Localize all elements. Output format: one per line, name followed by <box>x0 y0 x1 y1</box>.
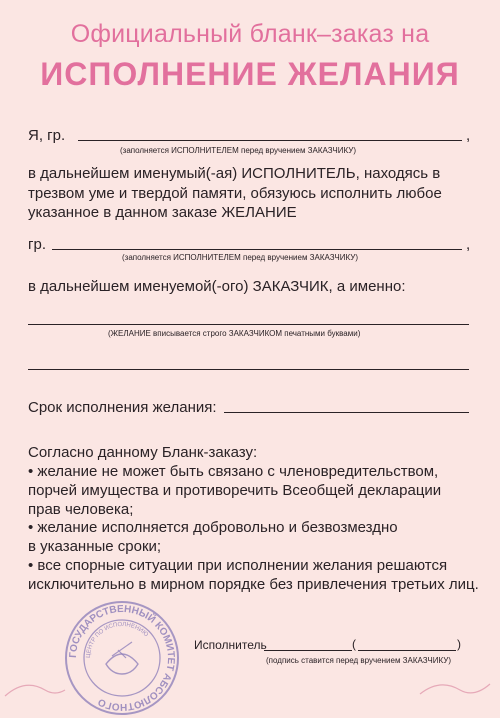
wish-field-1[interactable] <box>28 324 469 325</box>
official-stamp-icon <box>62 598 182 718</box>
terms-line: порчей имущества и противоречить Всеобщей декларации <box>28 482 442 499</box>
signature-label: Исполнитель <box>194 638 267 652</box>
para1-line: трезвом уме и твердой памяти, обязуюсь исполнить любое <box>28 185 442 202</box>
deadline-field[interactable] <box>224 412 469 413</box>
flourish-decoration-icon <box>0 668 500 698</box>
signature-name-field[interactable] <box>358 650 456 651</box>
signature-hint: (подпись ставится перед вручением ЗАКАЗЧИКУ) <box>266 656 451 665</box>
executor-name-field[interactable] <box>78 140 462 141</box>
terms-line: в указанные сроки; <box>28 538 162 555</box>
customer-text: в дальнейшем именуемой(-ого) ЗАКАЗЧИК, а именно: <box>28 278 406 295</box>
stamp-text: ГОСУДАРСТВЕННЫЙ КОМИТЕТ АБСОЛЮТНОГО <box>67 603 177 713</box>
wish-field-2[interactable] <box>28 369 469 370</box>
title-line-2: ИСПОЛНЕНИЕ ЖЕЛАНИЯ <box>40 56 460 92</box>
terms-line: исключительно в мирном порядке без привлечения третьих лиц. <box>28 576 479 593</box>
paren-open: ( <box>352 637 356 651</box>
deadline-label: Срок исполнения желания: <box>28 399 217 416</box>
para1-line: в дальнейшем именумый(-ая) ИСПОЛНИТЕЛЬ, находясь в <box>28 165 441 182</box>
terms-line: • желание не может быть связано с членовредительством, <box>28 463 439 480</box>
stamp-inner-text: ЦЕНТР ПО ИСПОЛНЕНИЮ <box>85 621 149 659</box>
paren-close: ) <box>457 637 461 651</box>
terms-line: • желание исполняется добровольно и безвозмездно <box>28 519 398 536</box>
comma: , <box>466 127 471 144</box>
terms-line: прав человека; <box>28 501 134 518</box>
title-line-1: Официальный бланк–заказ на <box>70 20 430 48</box>
customer-name-field[interactable] <box>52 249 462 250</box>
i-citizen-label: Я, гр. <box>28 127 66 144</box>
signature-field[interactable] <box>264 650 352 651</box>
comma: , <box>466 236 471 253</box>
terms-line: • все спорные ситуации при исполнении желания решаются <box>28 557 448 574</box>
terms-line: Согласно данному Бланк-заказу: <box>28 444 258 461</box>
wish-hint: (ЖЕЛАНИЕ вписывается строго ЗАКАЗЧИКОМ печатными буквами) <box>108 329 361 338</box>
executor-hint: (заполняется ИСПОЛНИТЕЛЕМ перед вручением ЗАКАЗЧИКУ) <box>120 146 356 155</box>
para1-line: указанное в данном заказе ЖЕЛАНИЕ <box>28 204 297 221</box>
executor-hint-2: (заполняется ИСПОЛНИТЕЛЕМ перед вручением ЗАКАЗЧИКУ) <box>122 253 358 262</box>
citizen-label: гр. <box>28 236 46 253</box>
